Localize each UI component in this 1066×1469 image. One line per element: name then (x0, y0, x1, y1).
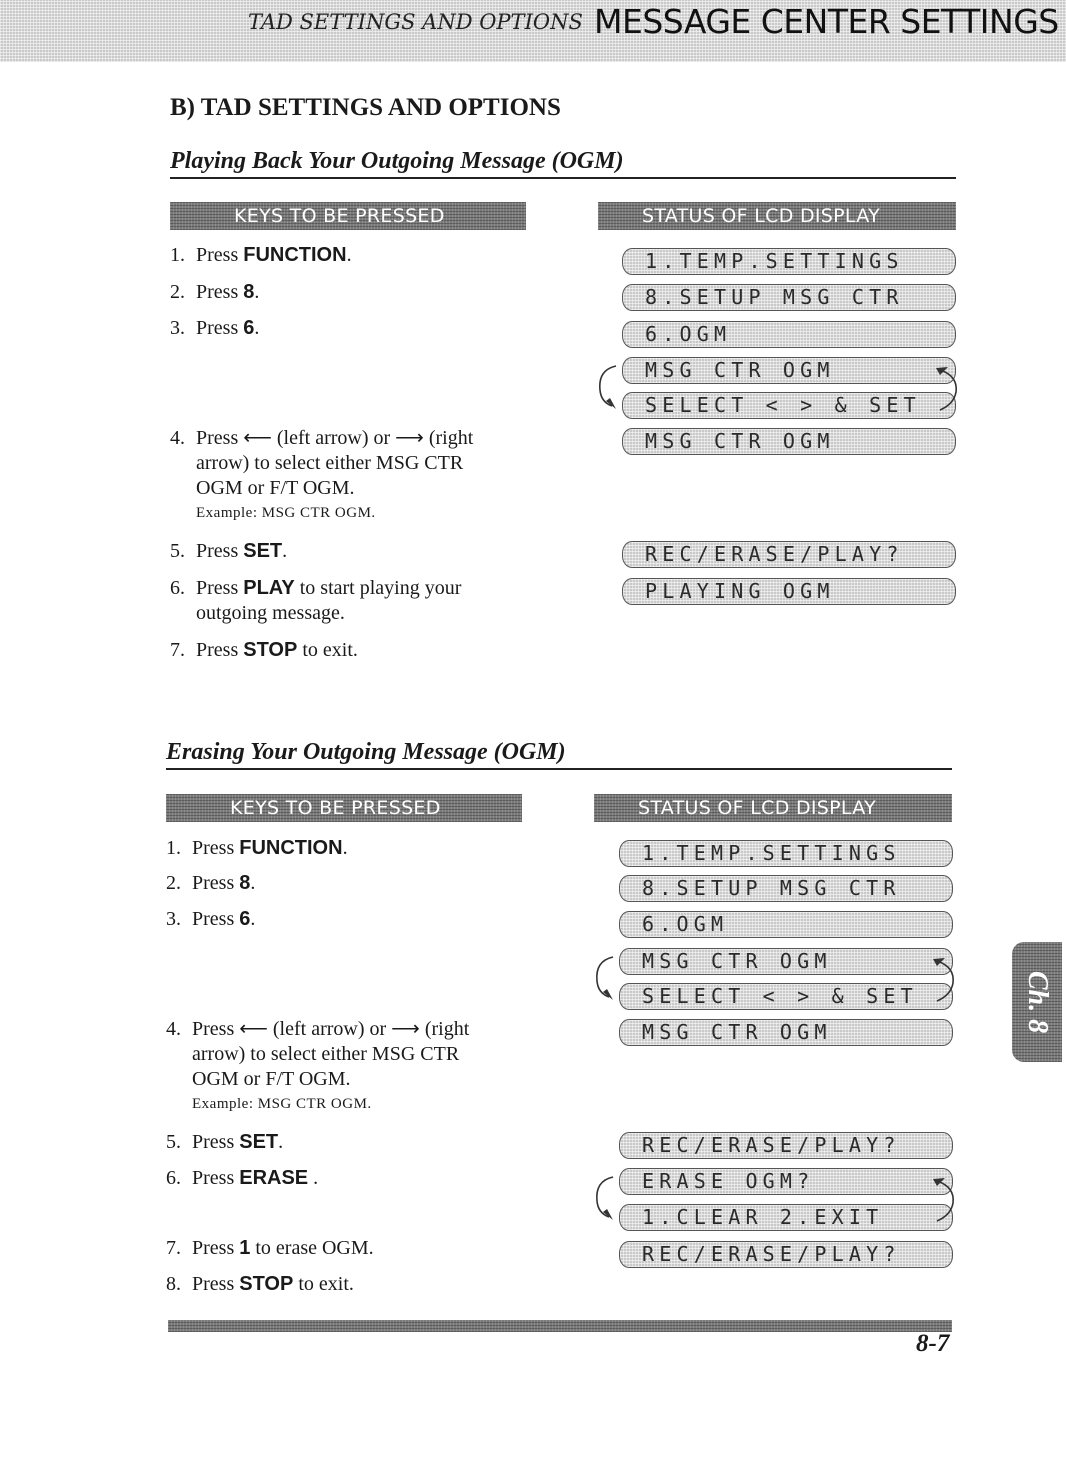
erasing-cycle-left-arrow-icon (591, 951, 619, 1011)
playback-lcd-3: 6.OGM (622, 321, 956, 348)
erasing-confirm-right-arrow-icon (931, 1171, 959, 1231)
erasing-lcd-3: 6.OGM (619, 911, 953, 938)
playback-step-7: 7. Press STOP to exit. (170, 639, 358, 661)
playback-step-2: 2. Press 8. (170, 281, 260, 303)
playback-cycle-left-arrow-icon (594, 360, 622, 420)
erasing-step-8: 8. Press STOP to exit. (166, 1273, 354, 1295)
header-band (0, 0, 1066, 62)
erasing-lcd-10: REC/ERASE/PLAY? (619, 1241, 953, 1268)
erasing-step-3: 3. Press 6. (166, 908, 256, 930)
erasing-confirm-left-arrow-icon (591, 1171, 619, 1231)
chapter-tab (1012, 942, 1062, 1062)
chapter-tab-label: Ch. 8 (1022, 970, 1053, 1034)
playback-status-banner-label: STATUS OF LCD DISPLAY (642, 205, 880, 227)
erasing-step-5: 5. Press SET. (166, 1131, 284, 1153)
section-title: B) TAD SETTINGS AND OPTIONS (170, 94, 561, 121)
erasing-lcd-4: MSG CTR OGM (619, 948, 953, 975)
page-number: 8-7 (916, 1330, 950, 1357)
playback-step-5: 5. Press SET. (170, 540, 288, 562)
erasing-lcd-5: SELECT < > & SET (619, 983, 953, 1010)
playback-keys-banner (170, 202, 526, 230)
erasing-status-banner-label: STATUS OF LCD DISPLAY (638, 797, 876, 819)
erasing-lcd-2: 8.SETUP MSG CTR (619, 875, 953, 902)
playback-heading: Playing Back Your Outgoing Message (OGM) (170, 148, 956, 179)
erasing-lcd-9: 1.CLEAR 2.EXIT (619, 1204, 953, 1231)
playback-keys-banner-label: KEYS TO BE PRESSED (234, 205, 445, 227)
header-title: MESSAGE CENTER SETTINGS (594, 2, 1059, 41)
playback-lcd-4: MSG CTR OGM (622, 357, 956, 384)
erasing-status-banner (594, 794, 952, 822)
playback-lcd-8: PLAYING OGM (622, 578, 956, 605)
playback-status-banner (598, 202, 956, 230)
playback-lcd-6: MSG CTR OGM (622, 428, 956, 455)
playback-lcd-5: SELECT < > & SET (622, 392, 956, 419)
footer-rule (168, 1320, 952, 1332)
erasing-keys-banner-label: KEYS TO BE PRESSED (230, 797, 441, 819)
erasing-step-1: 1. Press FUNCTION. (166, 837, 348, 859)
playback-lcd-1: 1.TEMP.SETTINGS (622, 248, 956, 275)
playback-step-6: 6. Press PLAY to start playing your outgoing message. (170, 577, 462, 624)
erasing-lcd-1: 1.TEMP.SETTINGS (619, 840, 953, 867)
erasing-lcd-7: REC/ERASE/PLAY? (619, 1132, 953, 1159)
erasing-lcd-8: ERASE OGM? (619, 1168, 953, 1195)
erasing-step-4: 4. Press ⟵ (left arrow) or ⟶ (right arrow) to select either MSG CTR OGM or F/T OGM. Example: MSG CTR OGM. (166, 1018, 470, 1112)
erasing-heading: Erasing Your Outgoing Message (OGM) (166, 739, 952, 770)
erasing-lcd-6: MSG CTR OGM (619, 1019, 953, 1046)
playback-step-3: 3. Press 6. (170, 317, 260, 339)
playback-lcd-7: REC/ERASE/PLAY? (622, 541, 956, 568)
erasing-cycle-right-arrow-icon (931, 951, 959, 1011)
playback-cycle-right-arrow-icon (934, 360, 962, 420)
playback-lcd-2: 8.SETUP MSG CTR (622, 284, 956, 311)
erasing-keys-banner (166, 794, 522, 822)
header-subtitle: TAD SETTINGS AND OPTIONS (248, 10, 583, 34)
erasing-step-7: 7. Press 1 to erase OGM. (166, 1237, 374, 1259)
erasing-step-6: 6. Press ERASE . (166, 1167, 319, 1189)
erasing-step-2: 2. Press 8. (166, 872, 256, 894)
playback-step-1: 1. Press FUNCTION. (170, 244, 352, 266)
playback-step-4: 4. Press ⟵ (left arrow) or ⟶ (right arrow) to select either MSG CTR OGM or F/T OGM. Example: MSG CTR OGM. (170, 427, 474, 521)
